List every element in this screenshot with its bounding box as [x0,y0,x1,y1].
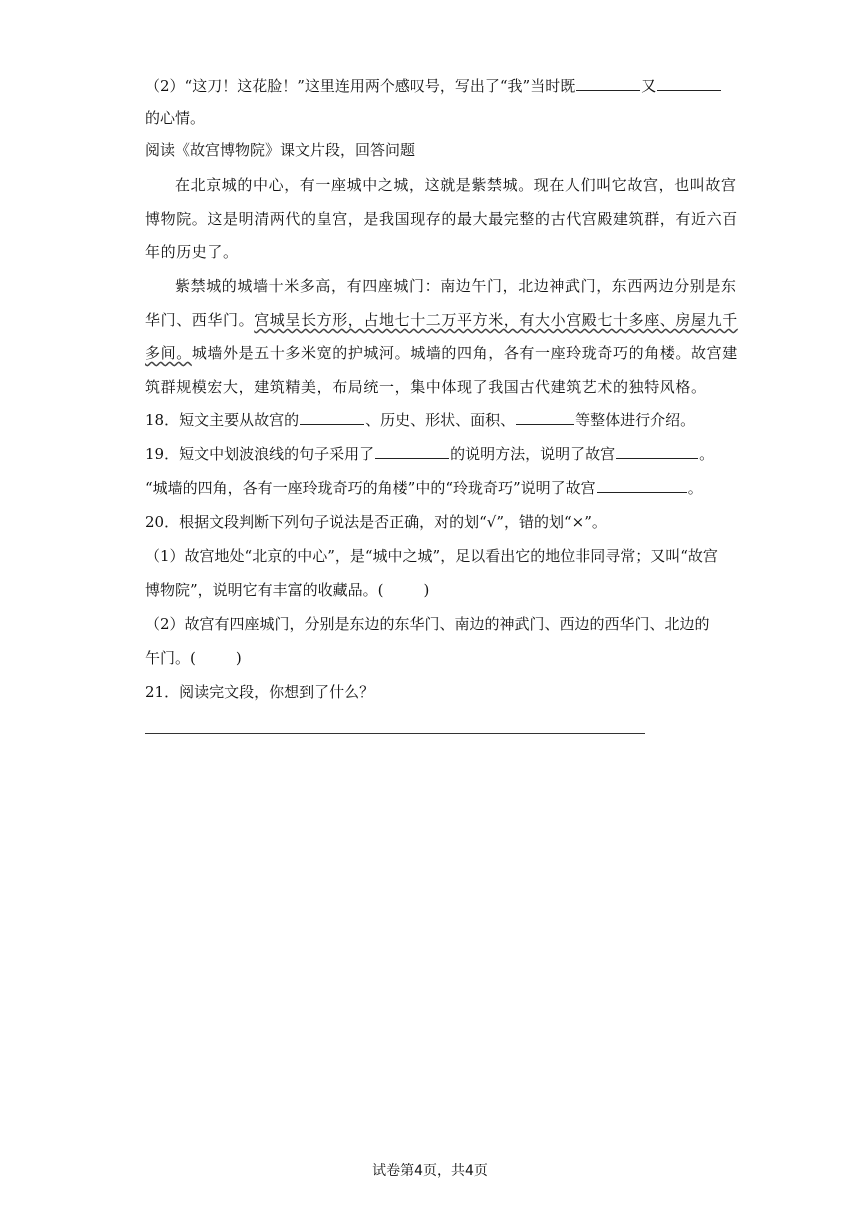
passage-text: 华门、西华门。 [145,311,255,329]
question-17-2-text: （2）“这刀！这花脸！”这里连用两个感叹号，写出了“我”当时既 [145,77,576,95]
wavy-underlined-sentence-end: 多间。 [145,344,192,362]
answer-paren-close: ) [423,581,430,599]
question-21-stem: 21．阅读完文段，你想到了什么？ [145,683,375,701]
question-19-text: “城墙的四角，各有一座玲珑奇巧的角楼”中的“玲珑奇巧”说明了故宫 [145,479,596,497]
question-20-2-text: 午门。 [145,649,191,667]
question-18-text: 等整体进行介绍。 [575,411,696,429]
question-19-text: 。 [687,479,703,497]
question-18-text: 、历史、形状、面积、 [365,411,516,429]
question-20-1-line1: （1）故宫地处“北京的中心”，是“城中之城”，足以看出它的地位非同寻常；又叫“故宫 [145,547,718,565]
question-20-1-text: 博物院”，说明它有丰富的收藏品。 [145,581,378,599]
question-17-2-line1 [145,76,722,96]
question-18 [145,410,695,430]
passage-p1-line2: 博物院。这是明清两代的皇宫，是我国现存的最大最完整的古代宫殿建筑群，有近六百 [145,210,738,228]
page-footer: 试卷第4页，共4页 [372,1163,488,1179]
question-20-2-line1: （2）故宫有四座城门，分别是东边的东华门、南边的神武门、西边的西华门、北边的 [145,615,710,633]
question-17-2-connector: 又 [641,77,657,95]
answer-paren-close: ) [235,649,242,667]
answer-paren-open: ( [190,649,196,667]
passage-p1-line3: 年的历史了。 [145,243,239,261]
answer-paren-open: ( [377,581,384,599]
answer-blank[interactable] [597,478,687,493]
passage-p2-line4: 筑群规模宏大，建筑精美，布局统一，集中体现了我国古代建筑艺术的独特风格。 [145,378,707,396]
passage-p2-line2 [145,310,738,330]
question-17-2-line2: 的心情。 [145,109,206,127]
answer-blank[interactable] [375,444,449,459]
question-19-text: 。 [699,445,715,463]
answer-blank[interactable] [657,76,721,91]
question-19-text: 19．短文中划波浪线的句子采用了 [145,445,375,463]
passage-text: 城墙外是五十多米宽的护城河。城墙的四角，各有一座玲珑奇巧的角楼。故宫建 [191,344,738,362]
question-20-stem: 20．根据文段判断下列句子说法是否正确，对的划“√”，错的划“×”。 [145,513,607,531]
answer-blank[interactable] [616,444,698,459]
answer-blank[interactable] [300,410,364,425]
question-19-line1 [145,444,714,464]
passage-p1-line1: 在北京城的中心，有一座城中之城，这就是紫禁城。现在人们叫它故宫，也叫故宫 [175,176,737,194]
answer-line[interactable] [145,733,645,734]
reading-instruction: 阅读《故宫博物院》课文片段，回答问题 [145,141,416,159]
question-19-line2 [145,478,703,498]
question-20-2-line2 [145,648,242,668]
question-18-text: 18．短文主要从故宫的 [145,411,300,429]
answer-blank[interactable] [576,76,640,91]
wavy-underlined-sentence: 宫城呈长方形，占地七十二万平方米，有大小宫殿七十多座、房屋九千 [254,311,738,329]
question-19-text: 的说明方法，说明了故宫 [450,445,616,463]
answer-blank[interactable] [516,410,574,425]
passage-p2-line3 [145,343,738,363]
passage-p2-line1: 紫禁城的城墙十米多高，有四座城门：南边午门，北边神武门，东西两边分别是东 [175,277,737,295]
question-20-1-line2 [145,580,429,600]
